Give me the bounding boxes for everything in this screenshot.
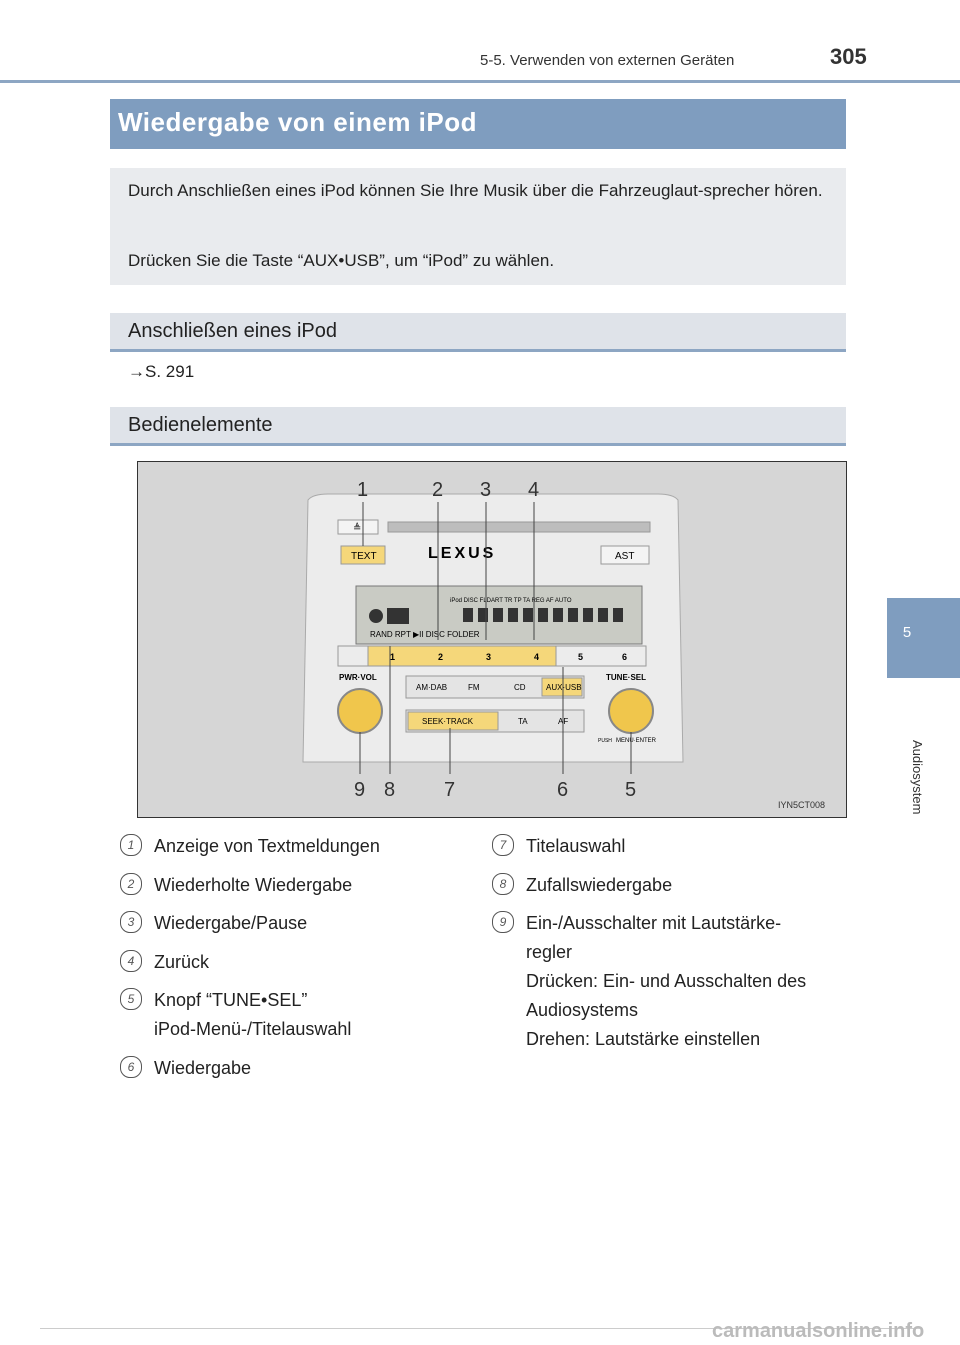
item-text: Titelauswahl [526,836,626,856]
watermark: carmanualsonline.info [712,1320,925,1342]
callout-8: 8 [384,779,396,801]
section-heading-connect: Anschließen eines iPod [128,320,338,342]
callout-4: 4 [528,479,540,501]
callout-3: 3 [480,479,492,501]
item-number: 7 [492,834,514,856]
radio-illustration [138,462,846,817]
svg-text:≜: ≜ [353,523,362,534]
ast-button-label: AST [615,551,635,562]
callout-9: 9 [354,779,366,801]
item-text: Wiedergabe [154,1058,252,1078]
callout-1: 1 [357,479,369,501]
radio-figure [137,461,847,818]
items-left [120,832,450,1092]
intro-paragraph-1: Durch Anschließen eines iPod können Sie Ihre Musik über die Fahrzeuglaut-sprecher hören. [128,181,823,200]
preset-button-1: 1 [390,652,396,662]
chapter-number: 5 [902,624,912,641]
source-button-2: CD [514,683,526,692]
pwr-vol-knob [338,689,382,733]
source-button-0: AM·DAB [416,683,448,692]
item-number: 6 [120,1056,142,1078]
item-number: 5 [120,988,142,1010]
pwr-vol-label: PWR·VOL [339,673,377,682]
preset-button-3: 3 [486,652,492,662]
item-text: Wiederholte Wiedergabe [154,875,353,895]
item-text: Zufallswiedergabe [526,875,673,895]
header-divider [0,80,960,83]
item-number: 2 [120,873,142,895]
figure-code: IYN5CT008 [778,800,826,810]
preset-button-4: 4 [534,652,540,662]
af-label: AF [558,717,569,726]
section-heading-controls: Bedienelemente [128,414,273,436]
callout-2: 2 [432,479,444,501]
push-label: PUSH [598,738,612,744]
item-number: 9 [492,911,514,933]
page-title: Wiedergabe von einem iPod [118,107,478,137]
brand-logo: LEXUS [428,545,497,562]
preset-button-5: 5 [578,652,584,662]
intro-paragraph-2: Drücken Sie die Taste “AUX•USB”, um “iPod” zu wählen. [128,251,555,270]
display-status-row: iPod DISC FLDART TR TP TA REG AF AUTO [450,598,572,604]
ta-label: TA [518,717,528,726]
header-section-title: 5-5. Verwenden von externen Geräten [480,52,735,69]
callout-5: 5 [625,779,637,801]
item-text: Zurück [154,952,210,972]
item-text: Wiedergabe/Pause [154,913,308,933]
item-text: Ein-/Ausschalter mit Lautstärke-regler Drücken: Ein- und Ausschalten des Audiosystems Drehen: Lautstärke einstellen [526,913,807,1049]
item-number: 8 [492,873,514,895]
item-number: 1 [120,834,142,856]
source-button-1: FM [468,683,480,692]
preset-button-2: 2 [438,652,444,662]
item-text: Knopf “TUNE•SEL” iPod-Menü-/Titelauswahl [154,990,352,1039]
source-button-3: AUX·USB [546,683,582,692]
item-number: 4 [120,950,142,972]
tune-sel-knob [609,689,653,733]
seek-track-label: SEEK·TRACK [422,717,474,726]
callout-6: 6 [557,779,569,801]
item-number: 3 [120,911,142,933]
display-segments [369,608,623,624]
text-button-label: TEXT [351,551,377,562]
page-number: 305 [830,44,867,69]
callout-7: 7 [444,779,456,801]
items-right [492,832,842,1092]
preset-button-6: 6 [622,652,628,662]
item-text: Anzeige von Textmeldungen [154,836,380,856]
menu-enter-label: MENU·ENTER [616,738,656,744]
display-bottom-row: RAND RPT ▶II DISC FOLDER [370,630,480,639]
page-reference: →S. 291 [128,362,195,381]
tune-sel-label: TUNE·SEL [606,673,646,682]
chapter-label: Audiosystem [910,740,925,815]
